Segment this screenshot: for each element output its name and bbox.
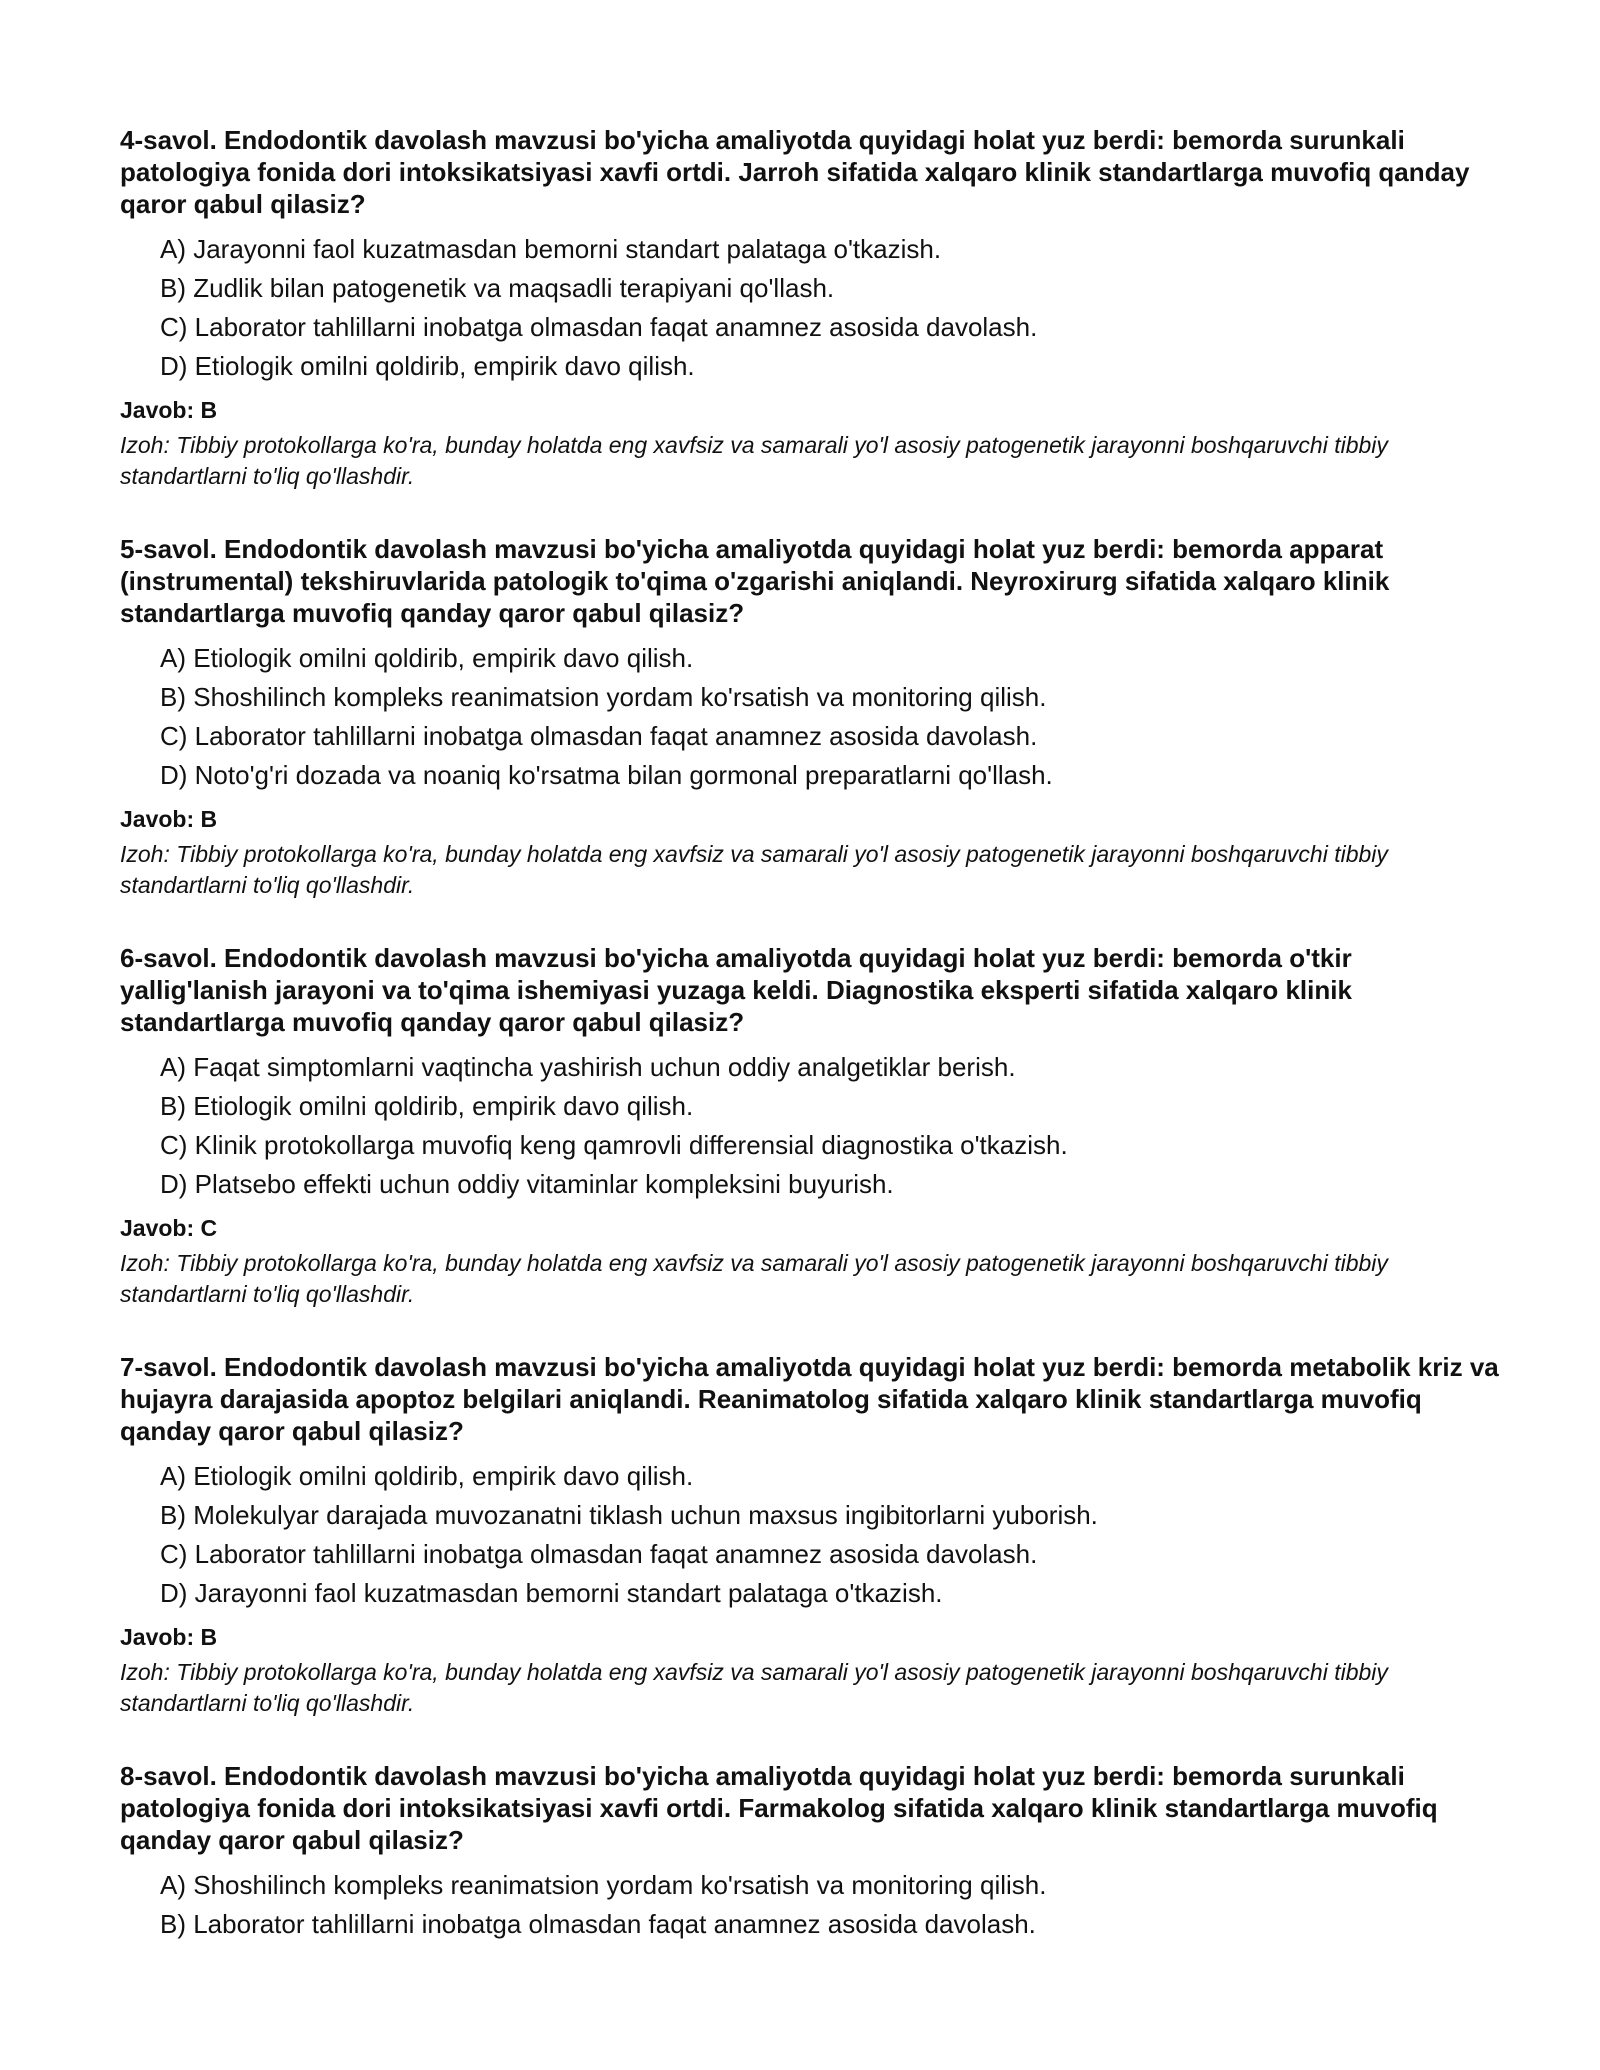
option-c: C) Laborator tahlillarni inobatga olmasdan faqat anamnez asosida davolash. (160, 1539, 1038, 1569)
options-list (160, 1048, 1500, 1204)
question-text: 5-savol. Endodontik davolash mavzusi bo'yicha amaliyotda quyidagi holat yuz berdi: bemorda apparat (instrumental) tekshiruvlarida patologik to'qima o'zgarishi aniqlandi. Neyroxirurg sifatida xalqaro klinik standartlarga muvofiq qanday qaror qabul qilasiz? (120, 534, 1390, 628)
question-6 (120, 942, 1500, 1310)
option-a: A) Shoshilinch kompleks reanimatsion yordam ko'rsatish va monitoring qilish. (160, 1870, 1047, 1900)
options-list (160, 230, 1500, 386)
option-b: B) Laborator tahlillarni inobatga olmasdan faqat anamnez asosida davolash. (160, 1909, 1036, 1939)
question-7 (120, 1351, 1500, 1719)
document-page (120, 124, 1500, 1985)
option-b: B) Molekulyar darajada muvozanatni tiklash uchun maxsus ingibitorlarni yuborish. (160, 1500, 1098, 1530)
answer: Javob: B (120, 1624, 218, 1650)
option-d: D) Etiologik omilni qoldirib, empirik davo qilish. (160, 351, 695, 381)
question-8 (120, 1760, 1500, 1944)
option-d: D) Platsebo effekti uchun oddiy vitaminlar kompleksini buyurish. (160, 1169, 894, 1199)
answer: Javob: B (120, 397, 218, 423)
option-a: A) Faqat simptomlarni vaqtincha yashirish uchun oddiy analgetiklar berish. (160, 1052, 1016, 1082)
answer: Javob: C (120, 1215, 218, 1241)
option-b: B) Etiologik omilni qoldirib, empirik davo qilish. (160, 1091, 694, 1121)
answer: Javob: B (120, 806, 218, 832)
explanation: Izoh: Tibbiy protokollarga ko'ra, bunday holatda eng xavfsiz va samarali yo'l asosiy patogenetik jarayonni boshqaruvchi tibbiy standartlarni to'liq qo'llashdir. (120, 841, 1388, 898)
question-text: 4-savol. Endodontik davolash mavzusi bo'yicha amaliyotda quyidagi holat yuz berdi: bemorda surunkali patologiya fonida dori intoksikatsiyasi xavfi ortdi. Jarroh sifatida xalqaro klinik standartlarga muvofiq qanday qaror qabul qilasiz? (120, 125, 1470, 219)
option-c: C) Laborator tahlillarni inobatga olmasdan faqat anamnez asosida davolash. (160, 312, 1038, 342)
options-list (160, 639, 1500, 795)
option-b: B) Shoshilinch kompleks reanimatsion yordam ko'rsatish va monitoring qilish. (160, 682, 1047, 712)
question-text: 7-savol. Endodontik davolash mavzusi bo'yicha amaliyotda quyidagi holat yuz berdi: bemorda metabolik kriz va hujayra darajasida apoptoz belgilari aniqlandi. Reanimatolog sifatida xalqaro klinik standartlarga muvofiq qanday qaror qabul qilasiz? (120, 1352, 1499, 1446)
option-c: C) Laborator tahlillarni inobatga olmasdan faqat anamnez asosida davolash. (160, 721, 1038, 751)
question-4 (120, 124, 1500, 492)
options-list (160, 1866, 1500, 1944)
option-a: A) Etiologik omilni qoldirib, empirik davo qilish. (160, 643, 694, 673)
explanation: Izoh: Tibbiy protokollarga ko'ra, bunday holatda eng xavfsiz va samarali yo'l asosiy patogenetik jarayonni boshqaruvchi tibbiy standartlarni to'liq qo'llashdir. (120, 1250, 1388, 1307)
option-a: A) Jarayonni faol kuzatmasdan bemorni standart palataga o'tkazish. (160, 234, 942, 264)
question-text: 6-savol. Endodontik davolash mavzusi bo'yicha amaliyotda quyidagi holat yuz berdi: bemorda o'tkir yallig'lanish jarayoni va to'qima ishemiyasi yuzaga keldi. Diagnostika eksperti sifatida xalqaro klinik standartlarga muvofiq qanday qaror qabul qilasiz? (120, 943, 1352, 1037)
option-b: B) Zudlik bilan patogenetik va maqsadli terapiyani qo'llash. (160, 273, 835, 303)
question-5 (120, 533, 1500, 901)
explanation: Izoh: Tibbiy protokollarga ko'ra, bunday holatda eng xavfsiz va samarali yo'l asosiy patogenetik jarayonni boshqaruvchi tibbiy standartlarni to'liq qo'llashdir. (120, 1659, 1388, 1716)
explanation: Izoh: Tibbiy protokollarga ko'ra, bunday holatda eng xavfsiz va samarali yo'l asosiy patogenetik jarayonni boshqaruvchi tibbiy standartlarni to'liq qo'llashdir. (120, 432, 1388, 489)
option-d: D) Jarayonni faol kuzatmasdan bemorni standart palataga o'tkazish. (160, 1578, 943, 1608)
option-d: D) Noto'g'ri dozada va noaniq ko'rsatma bilan gormonal preparatlarni qo'llash. (160, 760, 1053, 790)
question-text: 8-savol. Endodontik davolash mavzusi bo'yicha amaliyotda quyidagi holat yuz berdi: bemorda surunkali patologiya fonida dori intoksikatsiyasi xavfi ortdi. Farmakolog sifatida xalqaro klinik standartlarga muvofiq qanday qaror qabul qilasiz? (120, 1761, 1438, 1855)
option-a: A) Etiologik omilni qoldirib, empirik davo qilish. (160, 1461, 694, 1491)
option-c: C) Klinik protokollarga muvofiq keng qamrovli differensial diagnostika o'tkazish. (160, 1130, 1068, 1160)
options-list (160, 1457, 1500, 1613)
